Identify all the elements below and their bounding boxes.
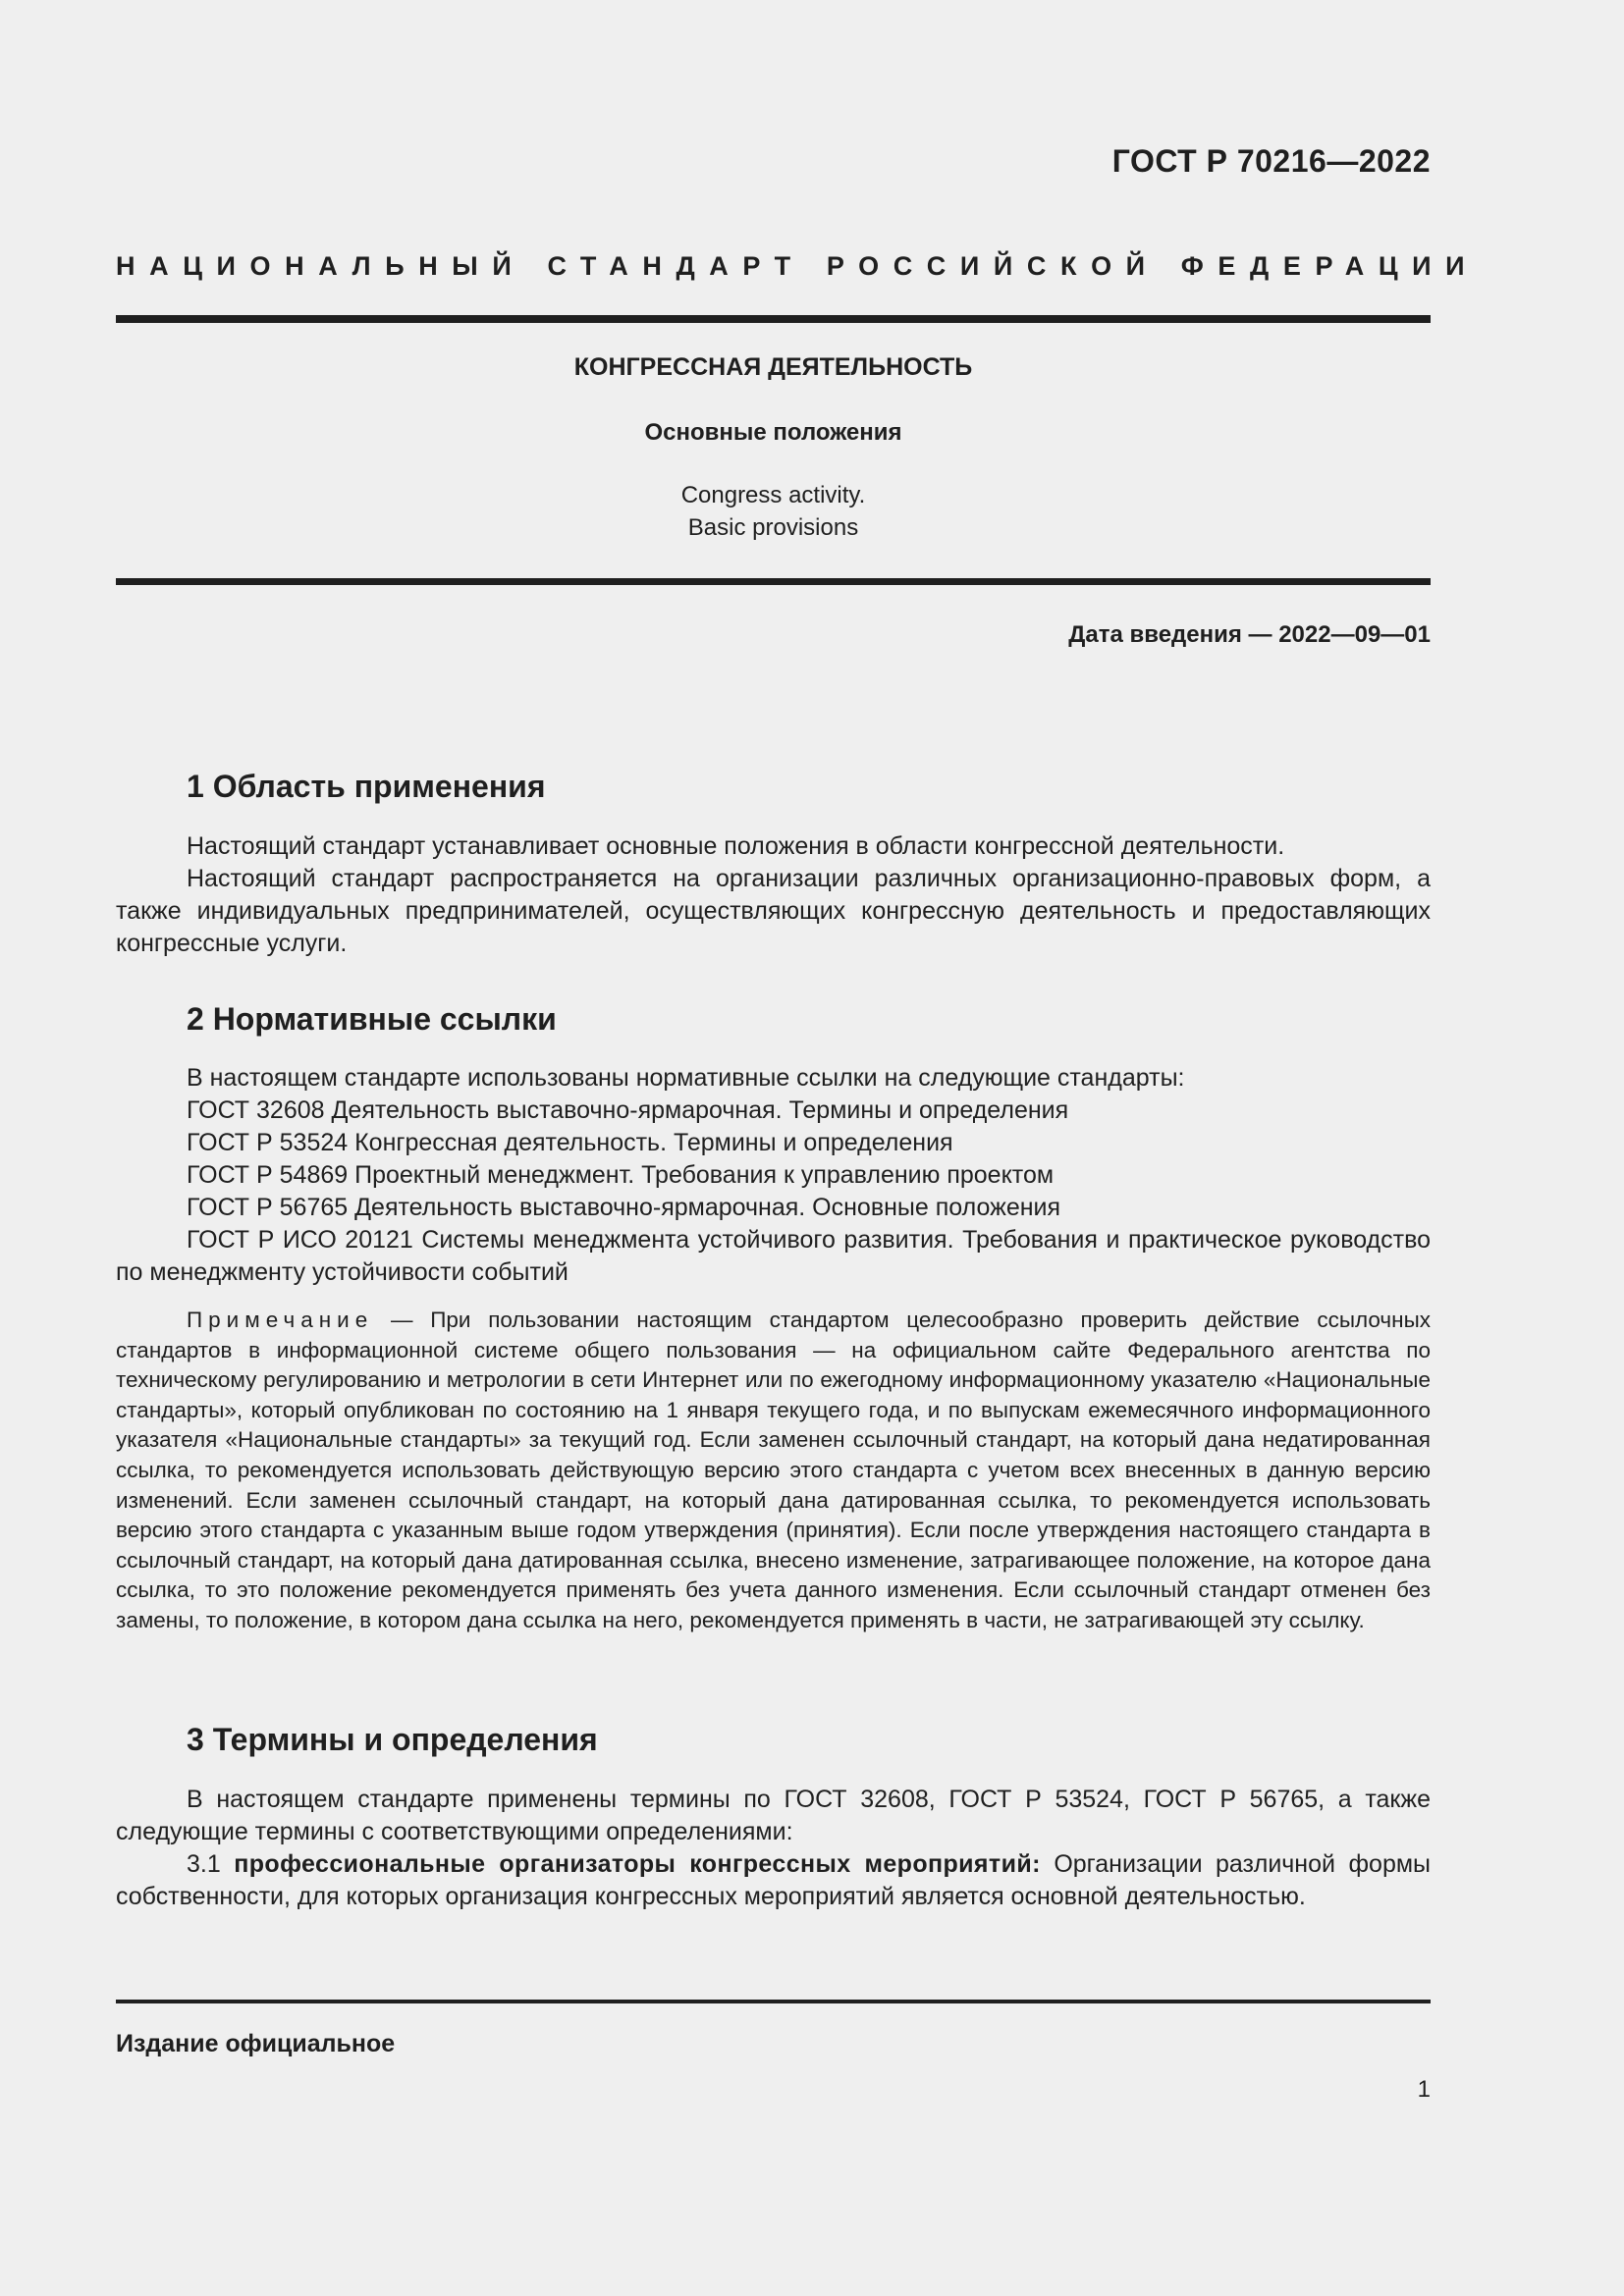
term-name: профессиональные организаторы конгрессных мероприятий: [234,1850,1041,1878]
title-en-line-2: Basic provisions [687,514,859,541]
document-page [116,0,1480,2296]
national-standard-title: НАЦИОНАЛЬНЫЙ СТАНДАРТ РОССИЙСКОЙ ФЕДЕРАЦИИ [116,251,1480,281]
standard-title: КОНГРЕССНАЯ ДЕЯТЕЛЬНОСТЬ [573,353,973,381]
note-label: Примечание [187,1308,374,1332]
reference-item: ГОСТ Р 53524 Конгрессная деятельность. Термины и определения [187,1129,953,1156]
standard-subtitle: Основные положения [644,419,902,446]
reference-item: ГОСТ Р ИСО 20121 Системы менеджмента устойчивого развития. Требования и практическое руководство по менеджменту устойчивости событий [116,1226,1431,1286]
section-references-body [116,1062,1431,1289]
top-divider [116,315,1431,323]
paragraph: В настоящем стандарте применены термины по ГОСТ 32608, ГОСТ Р 53524, ГОСТ Р 56765, а также следующие термины с соответствующими определениями: [116,1786,1431,1845]
section-heading-references: 2 Нормативные ссылки [187,1001,557,1037]
reference-item: ГОСТ Р 56765 Деятельность выставочно-ярмарочная. Основные положения [187,1194,1061,1221]
reference-item: ГОСТ Р 54869 Проектный менеджмент. Требования к управлению проектом [187,1161,1055,1189]
footer-divider [116,2000,1431,2003]
title-en-line-1: Congress activity. [680,482,866,508]
section-heading-scope: 1 Область применения [187,769,546,804]
reference-item: ГОСТ 32608 Деятельность выставочно-ярмарочная. Термины и определения [187,1096,1069,1124]
edition-label: Издание официальное [116,2030,396,2057]
introduction-date: Дата введения — 2022—09—01 [1068,621,1431,648]
paragraph: Настоящий стандарт распространяется на организации различных организационно-правовых форм, а также индивидуальных предпринимателей, осуществляющих конгрессную деятельность и предоставляющих конгрессные услуги. [116,865,1431,957]
term-definition [116,1848,1431,1913]
page-number: 1 [1417,2076,1431,2103]
note-text: — При пользовании настоящим стандартом целесообразно проверить действие ссылочных стандартов в информационной системе общего пользования — на официальном сайте Федерального агентства по техническому регулированию и метрологии в сети Интернет или по ежегодному информационному указателю «Национальные стандарты», который опубликован по состоянию на 1 января текущего года, и по выпускам ежемесячного информационного указателя «Национальные стандарты» за текущий год. Если заменен ссылочный стандарт, на который дана недатированная ссылка, то рекомендуется использовать действующую версию этого стандарта с учетом всех внесенных в данную версию изменений. Если заменен ссылочный стандарт, на который дана датированная ссылка, то рекомендуется использовать версию этого стандарта с указанным выше годом утверждения (принятия). Если после утверждения настоящего стандарта в ссылочный стандарт, на который дана датированная ссылка, внесено изменение, затрагивающее положение, на которое дана ссылка, то это положение рекомендуется применять без учета данного изменения. Если ссылочный стандарт отменен без замены, то положение, в котором дана ссылка на него, рекомендуется применять в части, не затрагивающей эту ссылку. [116,1308,1431,1632]
term-text: Организации различной формы собственности, для которых организация конгрессных мероприятий является основной деятельностью. [116,1850,1432,1910]
document-code: ГОСТ Р 70216—2022 [1111,143,1431,179]
term-number: 3.1 [187,1850,221,1878]
references-note [116,1306,1431,1636]
paragraph: В настоящем стандарте использованы нормативные ссылки на следующие стандарты: [187,1064,1185,1092]
section-heading-terms: 3 Термины и определения [187,1722,598,1757]
standard-title-english [116,479,1431,544]
title-divider [116,578,1431,585]
section-terms-body [116,1784,1431,1913]
paragraph: Настоящий стандарт устанавливает основные положения в области конгрессной деятельности. [187,832,1285,860]
section-scope-body [116,830,1431,960]
